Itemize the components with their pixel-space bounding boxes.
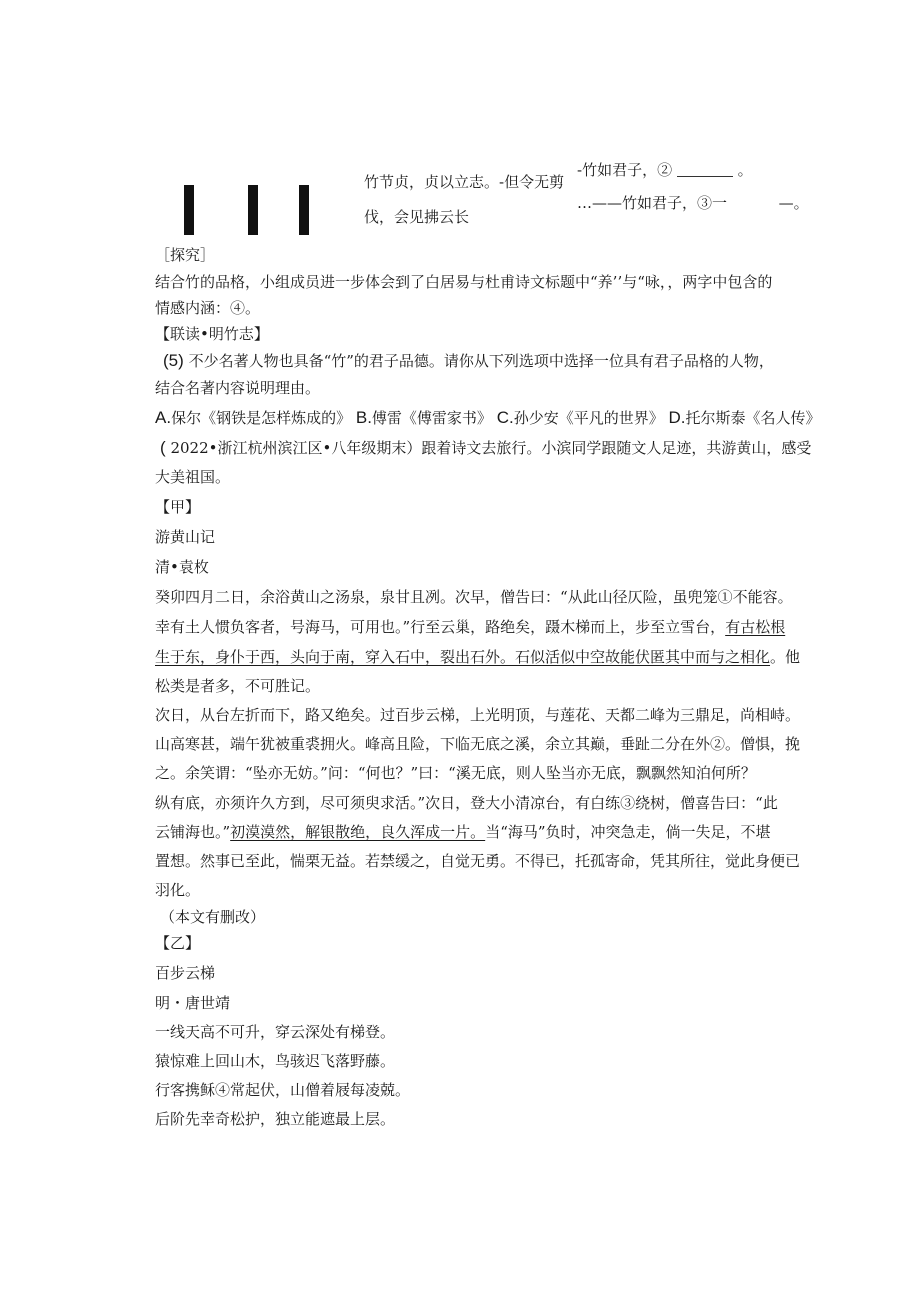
jia-underlined-sentence-2: 初漠漠然，解银散绝，良久浑成一片。 (230, 823, 486, 841)
option-a[interactable]: 保尔《钢铁是怎样炼成的》 (171, 409, 352, 427)
jia-p2-line5-head: 云铺海也。” (155, 823, 231, 841)
table-rule-1 (184, 185, 194, 235)
explore-heading: ［探究］ (155, 246, 216, 264)
option-d-letter: D. (668, 408, 686, 427)
yi-author: 明・唐世靖 (155, 994, 231, 1012)
jia-underlined-sentence-1a: 有古松根 (725, 618, 786, 636)
poem-line-1: 一线天高不可升，穿云深处有梯登。 (155, 1023, 396, 1041)
table-mid-line2: 伐，会见拂云长 (364, 208, 470, 226)
poem-line-2: 猿惊难上回山木，鸟骇迟飞落野藤。 (155, 1052, 396, 1070)
jia-p2-line1: 次日，从台左折而下，路又绝矣。过百步云梯，上光明顶，与莲花、天都二峰为三鼎足，尚相峙。 (155, 706, 801, 724)
table-right-line1 (577, 160, 753, 180)
explore-line1: 结合竹的品格，小组成员进一步体会到了白居易与杜甫诗文标题中“养’’与“咏，，两字中包含的 (155, 273, 773, 291)
question-5-number: (5) (163, 351, 184, 370)
jia-p1-line2 (155, 617, 785, 637)
jia-p2-line4: 纵有底，亦须许久方到，尽可须臾求活。”次日，登大小清凉台，有白练③绕树，僧喜告曰：“此 (155, 794, 778, 812)
option-b[interactable]: 傅雷《傅雷家书》 (371, 409, 492, 427)
source-text: 2022•浙江杭州滨江区•八年级期末）跟着诗文去旅行。小滨同学跟随文人足迹，共游黄山，感受 (170, 439, 812, 457)
source-line1 (160, 438, 811, 458)
source-line2: 大美祖国。 (155, 468, 231, 486)
jia-p2-line7: 羽化。 (155, 881, 201, 899)
yi-heading: 【乙】 (155, 934, 201, 952)
table-mid-line1: 竹节贞，贞以立志。-但令无剪 (364, 173, 565, 191)
jia-underlined-sentence-1b: 生于东，身仆于西，头向于南，穿入石中，裂出石外。石似活似中空故能伏匿其中而与之相化 (155, 648, 771, 666)
option-b-letter: B. (355, 408, 372, 427)
explore-line2: 情感内涵：④。 (155, 299, 261, 317)
liandu-heading: 【联读•明竹志】 (155, 325, 269, 343)
jia-heading: 【甲】 (155, 498, 201, 516)
jia-p2-line5-tail: 当“海马”负时，冲突急走，倘一失足，不堪 (485, 823, 771, 841)
question-5-line1 (163, 351, 774, 371)
jia-p1-line2-text: 幸有土人惯负客者，号海马，可用也。”行至云巢，路绝矣，蹑木梯而上，步至立雪台， (155, 618, 726, 636)
jia-p1-line3-tail: 。他 (770, 648, 801, 666)
table-right-line2 (577, 193, 809, 213)
table-rule-2 (248, 185, 258, 235)
jia-title: 游黄山记 (155, 528, 216, 546)
table-right-line1-suffix: 。 (737, 161, 753, 179)
yi-title: 百步云梯 (155, 964, 216, 982)
jia-p2-line6: 置想。然事已至此，惴栗无益。若禁缓之，自觉无勇。不得已，托孤寄命，凭其所往，觉此身便已 (155, 852, 801, 870)
option-c-letter: C. (496, 408, 514, 427)
question-5-text: 不少名著人物也具备“竹”的君子品德。请你从下列选项中选择一位具有君子品格的人物， (188, 352, 774, 370)
table-right-line1-prefix: -竹如君子，② (577, 161, 673, 179)
jia-p1-line4: 松类是者多，不可胜记。 (155, 677, 321, 695)
table-right-line2-text: …——竹如君子，③一 (577, 194, 728, 212)
option-d[interactable]: 托尔斯泰《名人传》 (685, 409, 821, 427)
poem-line-3: 行客携稣④常起伏，山僧着屐每凌兢。 (155, 1081, 411, 1099)
jia-p1-line1: 癸卯四月二日，余浴黄山之汤泉，泉甘且冽。次早，僧告曰：“从此山径仄险，虽兜笼①不能容。 (155, 588, 793, 606)
question-5-line2: 结合名著内容说明理由。 (155, 379, 321, 397)
jia-note: （本文有删改） (160, 908, 266, 926)
jia-p1-line3 (155, 647, 800, 667)
source-open-paren: ( (160, 438, 166, 457)
option-a-letter: A. (155, 408, 172, 427)
jia-p2-line5 (155, 822, 771, 842)
answer-blank-2[interactable] (677, 162, 733, 177)
option-c[interactable]: 孙少安《平凡的世界》 (513, 409, 664, 427)
jia-p2-line2: 山高寒甚，端午犹被重裘拥火。峰高且险，下临无底之溪，余立其巅，垂趾二分在外②。僧惧，挽 (155, 735, 801, 753)
poem-line-4: 后阶先幸奇松护，独立能遮最上层。 (155, 1110, 396, 1128)
question-5-options (155, 408, 821, 428)
jia-p2-line3: 之。余笑谓：“坠亦无妨。”问：“何也？”曰：“溪无底，则人坠当亦无底，飘飘然知泊何所？ (155, 764, 756, 782)
table-rule-3 (299, 185, 309, 235)
table-right-line2-suffix: —。 (778, 194, 809, 212)
jia-author: 清•袁枚 (155, 558, 209, 576)
